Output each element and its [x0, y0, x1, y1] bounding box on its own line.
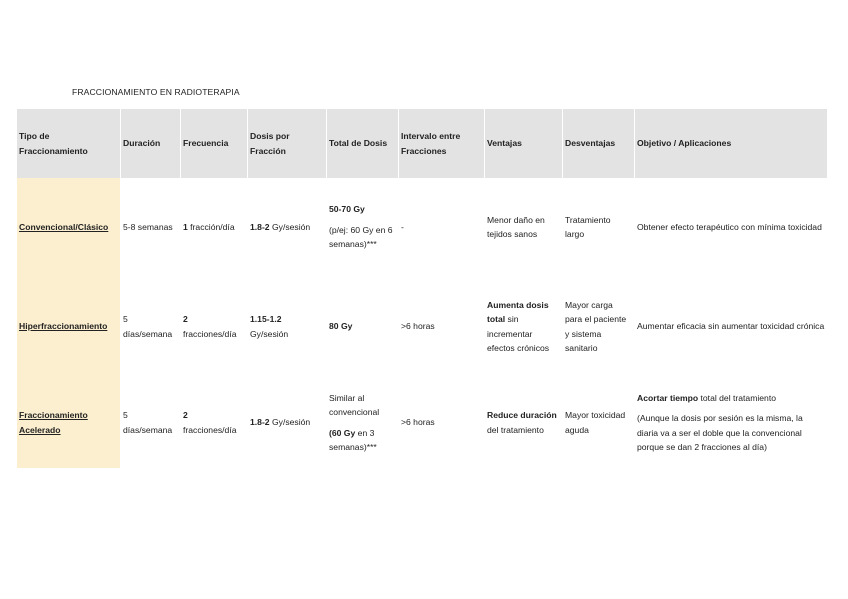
frecuencia-value: 2 [183, 410, 188, 420]
frecuencia-value: 2 [183, 314, 188, 324]
header-total: Total de Dosis [327, 109, 399, 178]
header-frecuencia: Frecuencia [181, 109, 248, 178]
cell-ventajas [485, 377, 563, 468]
cell-intervalo: >6 horas [399, 276, 485, 377]
total-highlight: (60 Gy [329, 427, 356, 438]
total-note: (p/ej: 60 Gy en 6 semanas)*** [329, 224, 393, 250]
total-value: 80 Gy [329, 321, 353, 332]
header-dosis: Dosis por Fracción [248, 109, 327, 178]
objetivo-text: total del tratamiento [698, 392, 776, 403]
ventajas-text: del tratamiento [487, 424, 544, 435]
frecuencia-unit: fracción/día [187, 221, 235, 232]
table-row [17, 178, 828, 276]
cell-total [327, 178, 399, 276]
cell-intervalo: >6 horas [399, 377, 485, 468]
table-row [17, 276, 828, 377]
dosis-unit: Gy/sesión [269, 221, 311, 232]
objetivo-highlight: Acortar tiempo [637, 392, 699, 403]
frecuencia-unit: fracciones/día [183, 328, 237, 339]
dosis-unit: Gy/sesión [250, 328, 289, 339]
frecuencia-value: 1 [183, 221, 188, 232]
total-value: 50-70 Gy [329, 204, 365, 215]
cell-dosis [248, 377, 327, 468]
objetivo-note: (Aunque la dosis por sesión es la misma, la diaria va a ser el doble que la convencional porque se dan 2 fracciones al día) [637, 413, 803, 452]
header-desventajas: Desventajas [563, 109, 635, 178]
cell-dosis [248, 178, 327, 276]
document-title: FRACCIONAMIENTO EN RADIOTERAPIA [72, 87, 240, 97]
dosis-value: 1.15-1.2 [250, 314, 282, 324]
total-note: en 3 semanas)*** [329, 427, 377, 452]
cell-total [327, 276, 399, 377]
cell-objetivo: Obtener efecto terapéutico con mínima toxicidad [635, 178, 828, 276]
cell-duracion: 5 días/semana [121, 377, 181, 468]
fractionation-table [17, 109, 828, 468]
cell-desventajas: Mayor toxicidad aguda [563, 377, 635, 468]
cell-frecuencia [181, 377, 248, 468]
cell-desventajas: Mayor carga para el paciente y sistema sanitario [563, 276, 635, 377]
ventajas-text: sin incrementar efectos crónicos [487, 314, 550, 353]
row-type-label: Convencional/Clásico [17, 178, 121, 276]
cell-frecuencia [181, 178, 248, 276]
dosis-value: 1.8-2 [250, 221, 270, 232]
cell-duracion: 5-8 semanas [121, 178, 181, 276]
cell-ventajas [485, 276, 563, 377]
header-tipo: Tipo de Fraccionamiento [17, 109, 121, 178]
ventajas-highlight: Reduce duración [487, 410, 557, 420]
cell-dosis [248, 276, 327, 377]
cell-frecuencia [181, 276, 248, 377]
header-objetivo: Objetivo / Aplicaciones [635, 109, 828, 178]
row-type-label: Hiperfraccionamiento [17, 276, 121, 377]
frecuencia-unit: fracciones/día [183, 424, 237, 435]
header-ventajas: Ventajas [485, 109, 563, 178]
cell-ventajas: Menor daño en tejidos sanos [485, 178, 563, 276]
header-intervalo: Intervalo entre Fracciones [399, 109, 485, 178]
dosis-value: 1.8-2 [250, 417, 270, 428]
cell-desventajas: Tratamiento largo [563, 178, 635, 276]
header-duracion: Duración [121, 109, 181, 178]
ventajas-highlight: Aumenta dosis total [487, 299, 549, 324]
row-type-label: Fraccionamiento Acelerado [17, 377, 121, 468]
table-row [17, 377, 828, 468]
cell-objetivo: Aumentar eficacia sin aumentar toxicidad crónica [635, 276, 828, 377]
table-header-row [17, 109, 828, 178]
total-value: Similar al convencional [329, 392, 380, 417]
cell-objetivo [635, 377, 828, 468]
cell-intervalo: - [399, 178, 485, 276]
cell-total [327, 377, 399, 468]
cell-duracion: 5 días/semana [121, 276, 181, 377]
dosis-unit: Gy/sesión [269, 417, 311, 428]
